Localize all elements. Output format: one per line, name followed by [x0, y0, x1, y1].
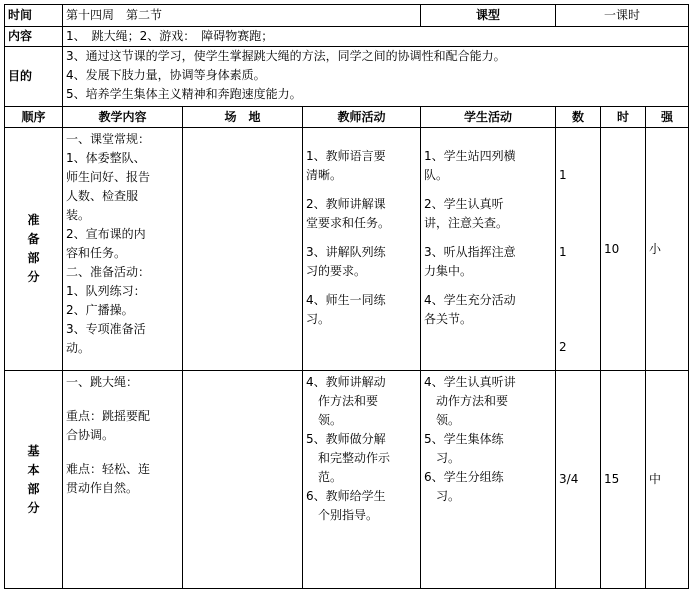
basic-student-activities: 4、学生认真听讲 动作方法和要 领。 5、学生集体练 习。 6、学生分组练 习。 [421, 371, 556, 589]
basic-teacher-activities: 4、教师讲解动 作方法和要 领。 5、教师做分解 和完整动作示 范。 6、教师给学生 个别指导。 [303, 371, 421, 589]
basic-section-title: 基 本 部 分 [5, 371, 63, 589]
content-label: 内容 [5, 27, 63, 47]
goal-item: 3、通过这节课的学习，使学生掌握跳大绳的方法，同学之间的协调性和配合能力。 [66, 49, 506, 63]
prep-counts: 1 1 2 [556, 128, 601, 371]
time-value: 第十四周 第二节 [63, 5, 421, 27]
basic-section-row [5, 371, 689, 589]
lesson-type-value: 一课时 [556, 5, 689, 27]
goals-list [63, 47, 689, 107]
lesson-plan-sheet [4, 4, 688, 589]
col-student: 学生活动 [421, 107, 556, 128]
basic-intensity: 中 [646, 371, 689, 589]
prep-intensity: 小 [646, 128, 689, 371]
prep-venue [183, 128, 303, 371]
basic-time: 15 [601, 371, 646, 589]
col-count: 数 [556, 107, 601, 128]
lesson-plan-table [4, 4, 689, 589]
prep-section-row [5, 128, 689, 371]
col-teacher: 教师活动 [303, 107, 421, 128]
lesson-type-label: 课型 [421, 5, 556, 27]
prep-content: 一、课堂常规： 1、体委整队、 师生问好、报告 人数、检查服 装。 2、宣布课的内 容和任务。 二、准备活动： 1、队列练习： 2、广播操。 3、专项准备活 动。 [63, 128, 183, 371]
goal-item: 5、培养学生集体主义精神和奔跑速度能力。 [66, 87, 302, 101]
goals-label: 目的 [5, 47, 63, 107]
content-value: 1、 跳大绳；2、游戏： 障碍物赛跑； [63, 27, 689, 47]
time-row [5, 5, 689, 27]
col-intensity: 强 [646, 107, 689, 128]
prep-teacher-activities: 1、教师语言要 清晰。 2、教师讲解课 堂要求和任务。 3、讲解队列练 习的要求。 4、师生一同练 习。 [303, 128, 421, 371]
prep-time: 10 [601, 128, 646, 371]
col-venue: 场 地 [183, 107, 303, 128]
goal-item: 4、发展下肢力量，协调等身体素质。 [66, 68, 266, 82]
col-content: 教学内容 [63, 107, 183, 128]
time-label: 时间 [5, 5, 63, 27]
basic-count: 3/4 [556, 371, 601, 589]
prep-student-activities: 1、学生站四列横 队。 2、学生认真听 讲，注意关查。 3、听从指挥注意 力集中。 4、学生充分活动 各关节。 [421, 128, 556, 371]
column-header-row [5, 107, 689, 128]
basic-venue [183, 371, 303, 589]
goals-row [5, 47, 689, 107]
col-order: 顺序 [5, 107, 63, 128]
basic-content: 一、跳大绳： 重点：跳摇要配 合协调。 难点：轻松、连 贯动作自然。 [63, 371, 183, 589]
content-row [5, 27, 689, 47]
col-time: 时 [601, 107, 646, 128]
prep-section-title: 准 备 部 分 [5, 128, 63, 371]
